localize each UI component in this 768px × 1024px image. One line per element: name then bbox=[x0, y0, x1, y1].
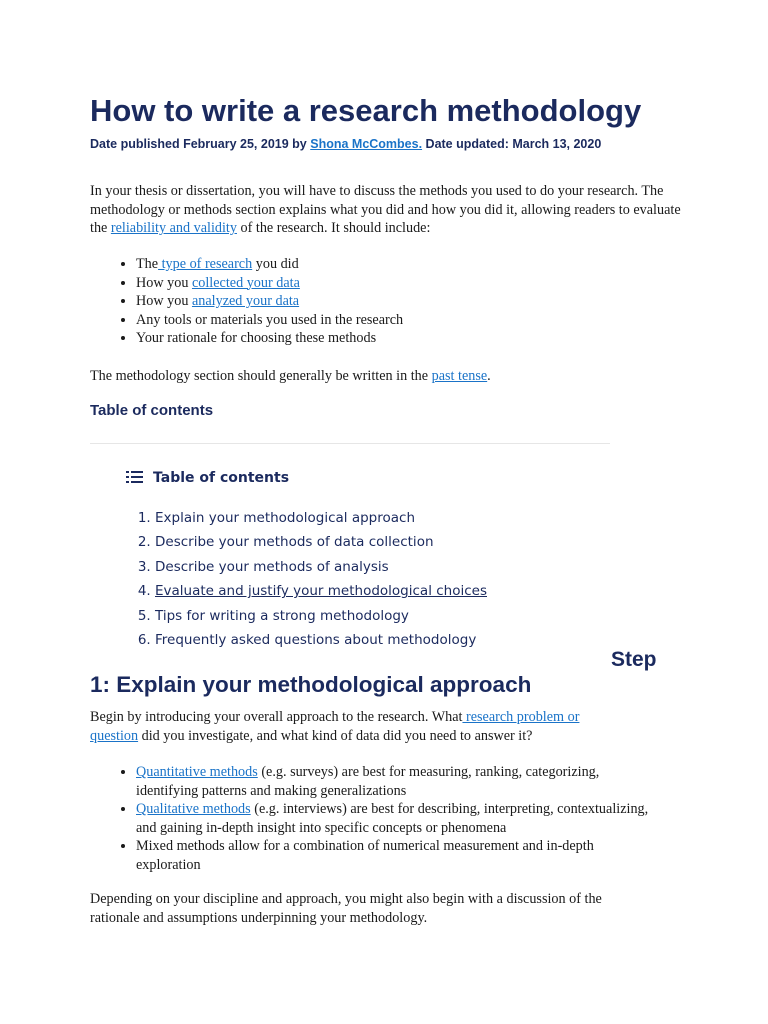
byline bbox=[90, 136, 601, 152]
toc-list bbox=[126, 506, 487, 652]
quantitative-methods-link[interactable]: Quantitative methods bbox=[136, 764, 258, 780]
tense-paragraph: The methodology section should generally be written in the past tense. bbox=[90, 368, 491, 384]
past-tense-link[interactable]: past tense bbox=[431, 368, 488, 384]
analyzed-data-link[interactable]: analyzed your data bbox=[191, 293, 300, 309]
toc-heading: Table of contents bbox=[90, 402, 214, 419]
toc-item-faq[interactable]: 6. Frequently asked questions about methodology bbox=[155, 628, 487, 652]
rationale-paragraph: Depending on your discipline and approach, you might also begin with a discussion of the rationale and assumptions underpinning your methodology. bbox=[90, 891, 602, 926]
page-title: How to write a research methodology bbox=[90, 93, 642, 128]
list-item: • Mixed methods allow for a combination of numerical measurement and in-depth exploration bbox=[136, 837, 656, 874]
divider bbox=[90, 443, 610, 444]
list-item: • Quantitative methods (e.g. surveys) are best for measuring, ranking, categorizing, identifying patterns and making generalizations bbox=[136, 763, 656, 800]
type-of-research-link[interactable]: type of research bbox=[158, 256, 253, 272]
section-heading: 1: Explain your methodological approach bbox=[90, 672, 532, 697]
reliability-validity-link[interactable]: reliability and validity bbox=[110, 220, 237, 236]
qualitative-methods-link[interactable]: Qualitative methods bbox=[136, 801, 251, 817]
published-date: Date published February 25, 2019 by bbox=[90, 137, 311, 151]
toc-item-evaluate[interactable]: 4. Evaluate and justify your methodological choices bbox=[155, 579, 487, 603]
list-item: • How you analyzed your data bbox=[136, 292, 696, 311]
collected-data-link[interactable]: collected your data bbox=[191, 274, 300, 291]
methods-list bbox=[90, 763, 656, 874]
toc-item-data-collection[interactable]: 2. Describe your methods of data collection bbox=[155, 530, 487, 554]
list-item: • Any tools or materials you used in the research bbox=[136, 311, 696, 330]
updated-date: Date updated: March 13, 2020 bbox=[422, 137, 602, 151]
list-icon bbox=[126, 471, 143, 483]
list-item: • How you collected your data bbox=[136, 274, 696, 293]
list-item: • Qualitative methods (e.g. interviews) are best for describing, interpreting, contextualizing, and gaining in-depth insight into specific concepts or phenomena bbox=[136, 800, 656, 837]
list-item: • The type of research you did bbox=[136, 255, 696, 274]
toc-item-tips[interactable]: 5. Tips for writing a strong methodology bbox=[155, 604, 487, 628]
intro-paragraph: In your thesis or dissertation, you will have to discuss the methods you used to do your research. The methodology or methods section explains what you did and how you did it, allowing readers to evaluate the reliability and validity of the research. It should include: bbox=[90, 183, 681, 236]
author-link[interactable]: Shona McCombes. bbox=[310, 137, 423, 151]
toc-item-analysis[interactable]: 3. Describe your methods of analysis bbox=[155, 555, 487, 579]
approach-paragraph: Begin by introducing your overall approach to the research. What research problem or question did you investigate, and what kind of data did you need to answer it? bbox=[90, 709, 580, 744]
step-label: Step bbox=[611, 648, 657, 671]
toc-box-title: Table of contents bbox=[126, 470, 289, 486]
include-list bbox=[90, 255, 696, 348]
toc-item-approach[interactable]: 1. Explain your methodological approach bbox=[155, 506, 487, 530]
research-problem-link[interactable]: research problem or question bbox=[90, 709, 580, 744]
list-item: • Your rationale for choosing these methods bbox=[136, 329, 696, 348]
